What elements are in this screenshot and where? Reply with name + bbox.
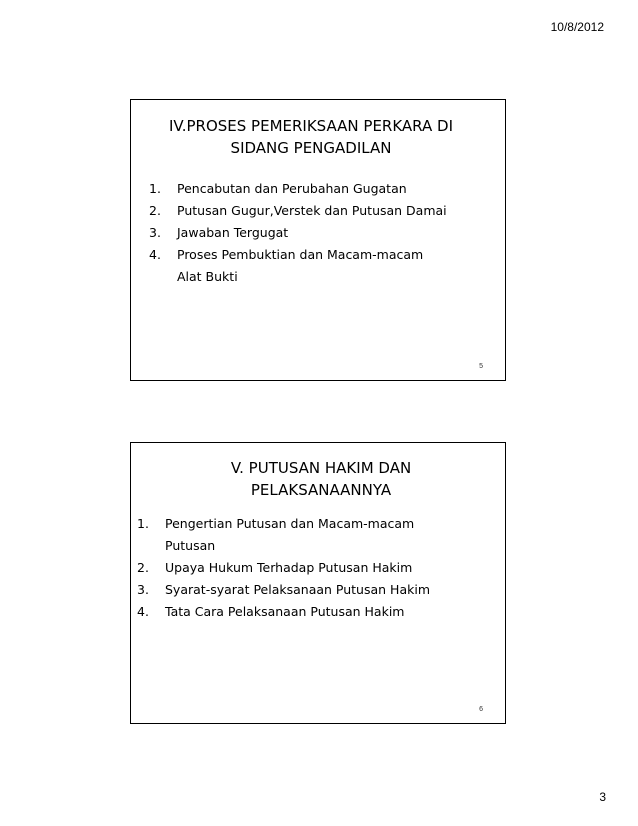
slide-item-list — [137, 513, 497, 623]
list-item — [149, 178, 499, 200]
list-item-number: 1. — [137, 516, 149, 531]
list-item-number: 2. — [137, 560, 149, 575]
list-item-text: Pengertian Putusan dan Macam-macam — [165, 516, 415, 531]
slide-thumbnail-5 — [130, 99, 506, 381]
slide-number: 6 — [479, 706, 483, 713]
list-item-number: 4. — [149, 247, 161, 262]
list-item-text: Upaya Hukum Terhadap Putusan Hakim — [165, 560, 413, 575]
slide-title-line: PELAKSANAANNYA — [250, 481, 392, 499]
slide-thumbnail-6 — [130, 442, 506, 724]
slide-number: 5 — [479, 363, 483, 370]
list-item-number: 3. — [149, 225, 161, 240]
list-item-number: 2. — [149, 203, 161, 218]
list-item-text: Proses Pembuktian dan Macam-macam — [177, 247, 424, 262]
list-item — [149, 222, 499, 244]
list-item — [149, 200, 499, 222]
list-item — [149, 244, 499, 288]
list-item-number: 1. — [149, 181, 161, 196]
list-item — [137, 513, 497, 557]
slide-title — [171, 457, 471, 501]
slide-title-line: SIDANG PENGADILAN — [230, 139, 392, 157]
list-item — [137, 557, 497, 579]
slide-title-line: IV.PROSES PEMERIKSAAN PERKARA DI — [168, 117, 454, 135]
list-item-text: Jawaban Tergugat — [177, 225, 289, 240]
list-item-text: Alat Bukti — [177, 269, 238, 284]
list-item-text: Putusan — [165, 538, 216, 553]
page-number: 3 — [599, 790, 606, 804]
list-item-text: Syarat-syarat Pelaksanaan Putusan Hakim — [165, 582, 430, 597]
list-item — [137, 579, 497, 601]
list-item-text: Putusan Gugur,Verstek dan Putusan Damai — [177, 203, 447, 218]
list-item-text: Tata Cara Pelaksanaan Putusan Hakim — [165, 604, 405, 619]
print-date: 10/8/2012 — [550, 20, 604, 34]
slide-title-line: V. PUTUSAN HAKIM DAN — [230, 459, 412, 477]
list-item-number: 4. — [137, 604, 149, 619]
list-item-number: 3. — [137, 582, 149, 597]
slide-title — [161, 115, 461, 159]
list-item — [137, 601, 497, 623]
list-item-text: Pencabutan dan Perubahan Gugatan — [177, 181, 407, 196]
slide-item-list — [149, 178, 499, 288]
